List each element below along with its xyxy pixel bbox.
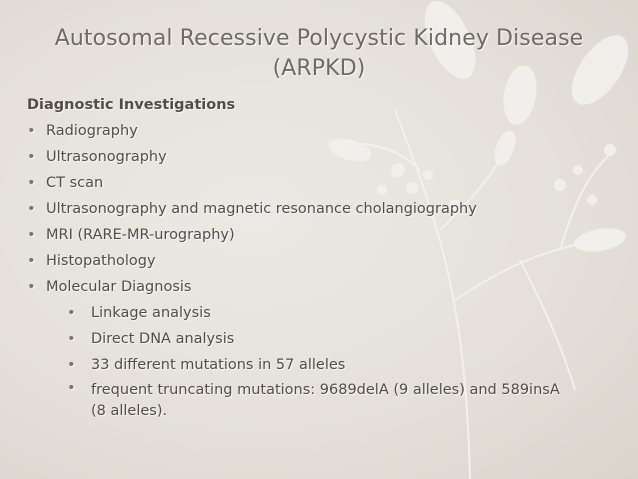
slide-body [27, 92, 617, 422]
bullet-icon: • [27, 123, 36, 139]
sub-list-item-label: 33 different mutations in 57 alleles [91, 357, 346, 373]
list-item [27, 222, 617, 248]
bullet-icon: • [67, 380, 76, 396]
sub-list-item [67, 352, 617, 378]
list-item-label: CT scan [46, 175, 104, 191]
sub-list-item-label: frequent truncating mutations: 9689delA (9 alleles) and 589insA (8 alleles). [91, 382, 560, 419]
list-item [27, 170, 617, 196]
sub-list-item-label: Direct DNA analysis [91, 331, 235, 347]
section-heading: Diagnostic Investigations [27, 97, 236, 113]
molecular-diagnosis-sublist [67, 300, 617, 422]
list-item [27, 196, 617, 222]
list-item [27, 248, 617, 274]
list-item-label: Radiography [46, 123, 138, 139]
sub-list-item [67, 378, 571, 422]
bullet-icon: • [27, 253, 36, 269]
list-item [27, 144, 617, 170]
sub-list-item [67, 326, 617, 352]
bullet-icon: • [27, 175, 36, 191]
list-item-label: Ultrasonography and magnetic resonance cholangiography [46, 201, 477, 217]
bullet-icon: • [67, 331, 76, 347]
bullet-icon: • [67, 305, 76, 321]
list-item [27, 118, 617, 144]
bullet-icon: • [27, 279, 36, 295]
slide-title-line-2: (ARPKD) [272, 56, 366, 81]
list-item-label: MRI (RARE-MR-urography) [46, 227, 235, 243]
sub-list-item-label: Linkage analysis [91, 305, 211, 321]
bullet-icon: • [67, 357, 76, 373]
bullet-icon: • [27, 227, 36, 243]
list-item-label: Histopathology [46, 253, 156, 269]
bullet-icon: • [27, 149, 36, 165]
list-item-label: Molecular Diagnosis [46, 279, 192, 295]
slide-title-line-1: Autosomal Recessive Polycystic Kidney Disease [54, 26, 584, 51]
list-item [27, 274, 617, 300]
sub-list-item [67, 300, 617, 326]
bullet-icon: • [27, 201, 36, 217]
list-item-label: Ultrasonography [46, 149, 167, 165]
slide-title [0, 24, 638, 84]
investigation-list [27, 118, 617, 300]
